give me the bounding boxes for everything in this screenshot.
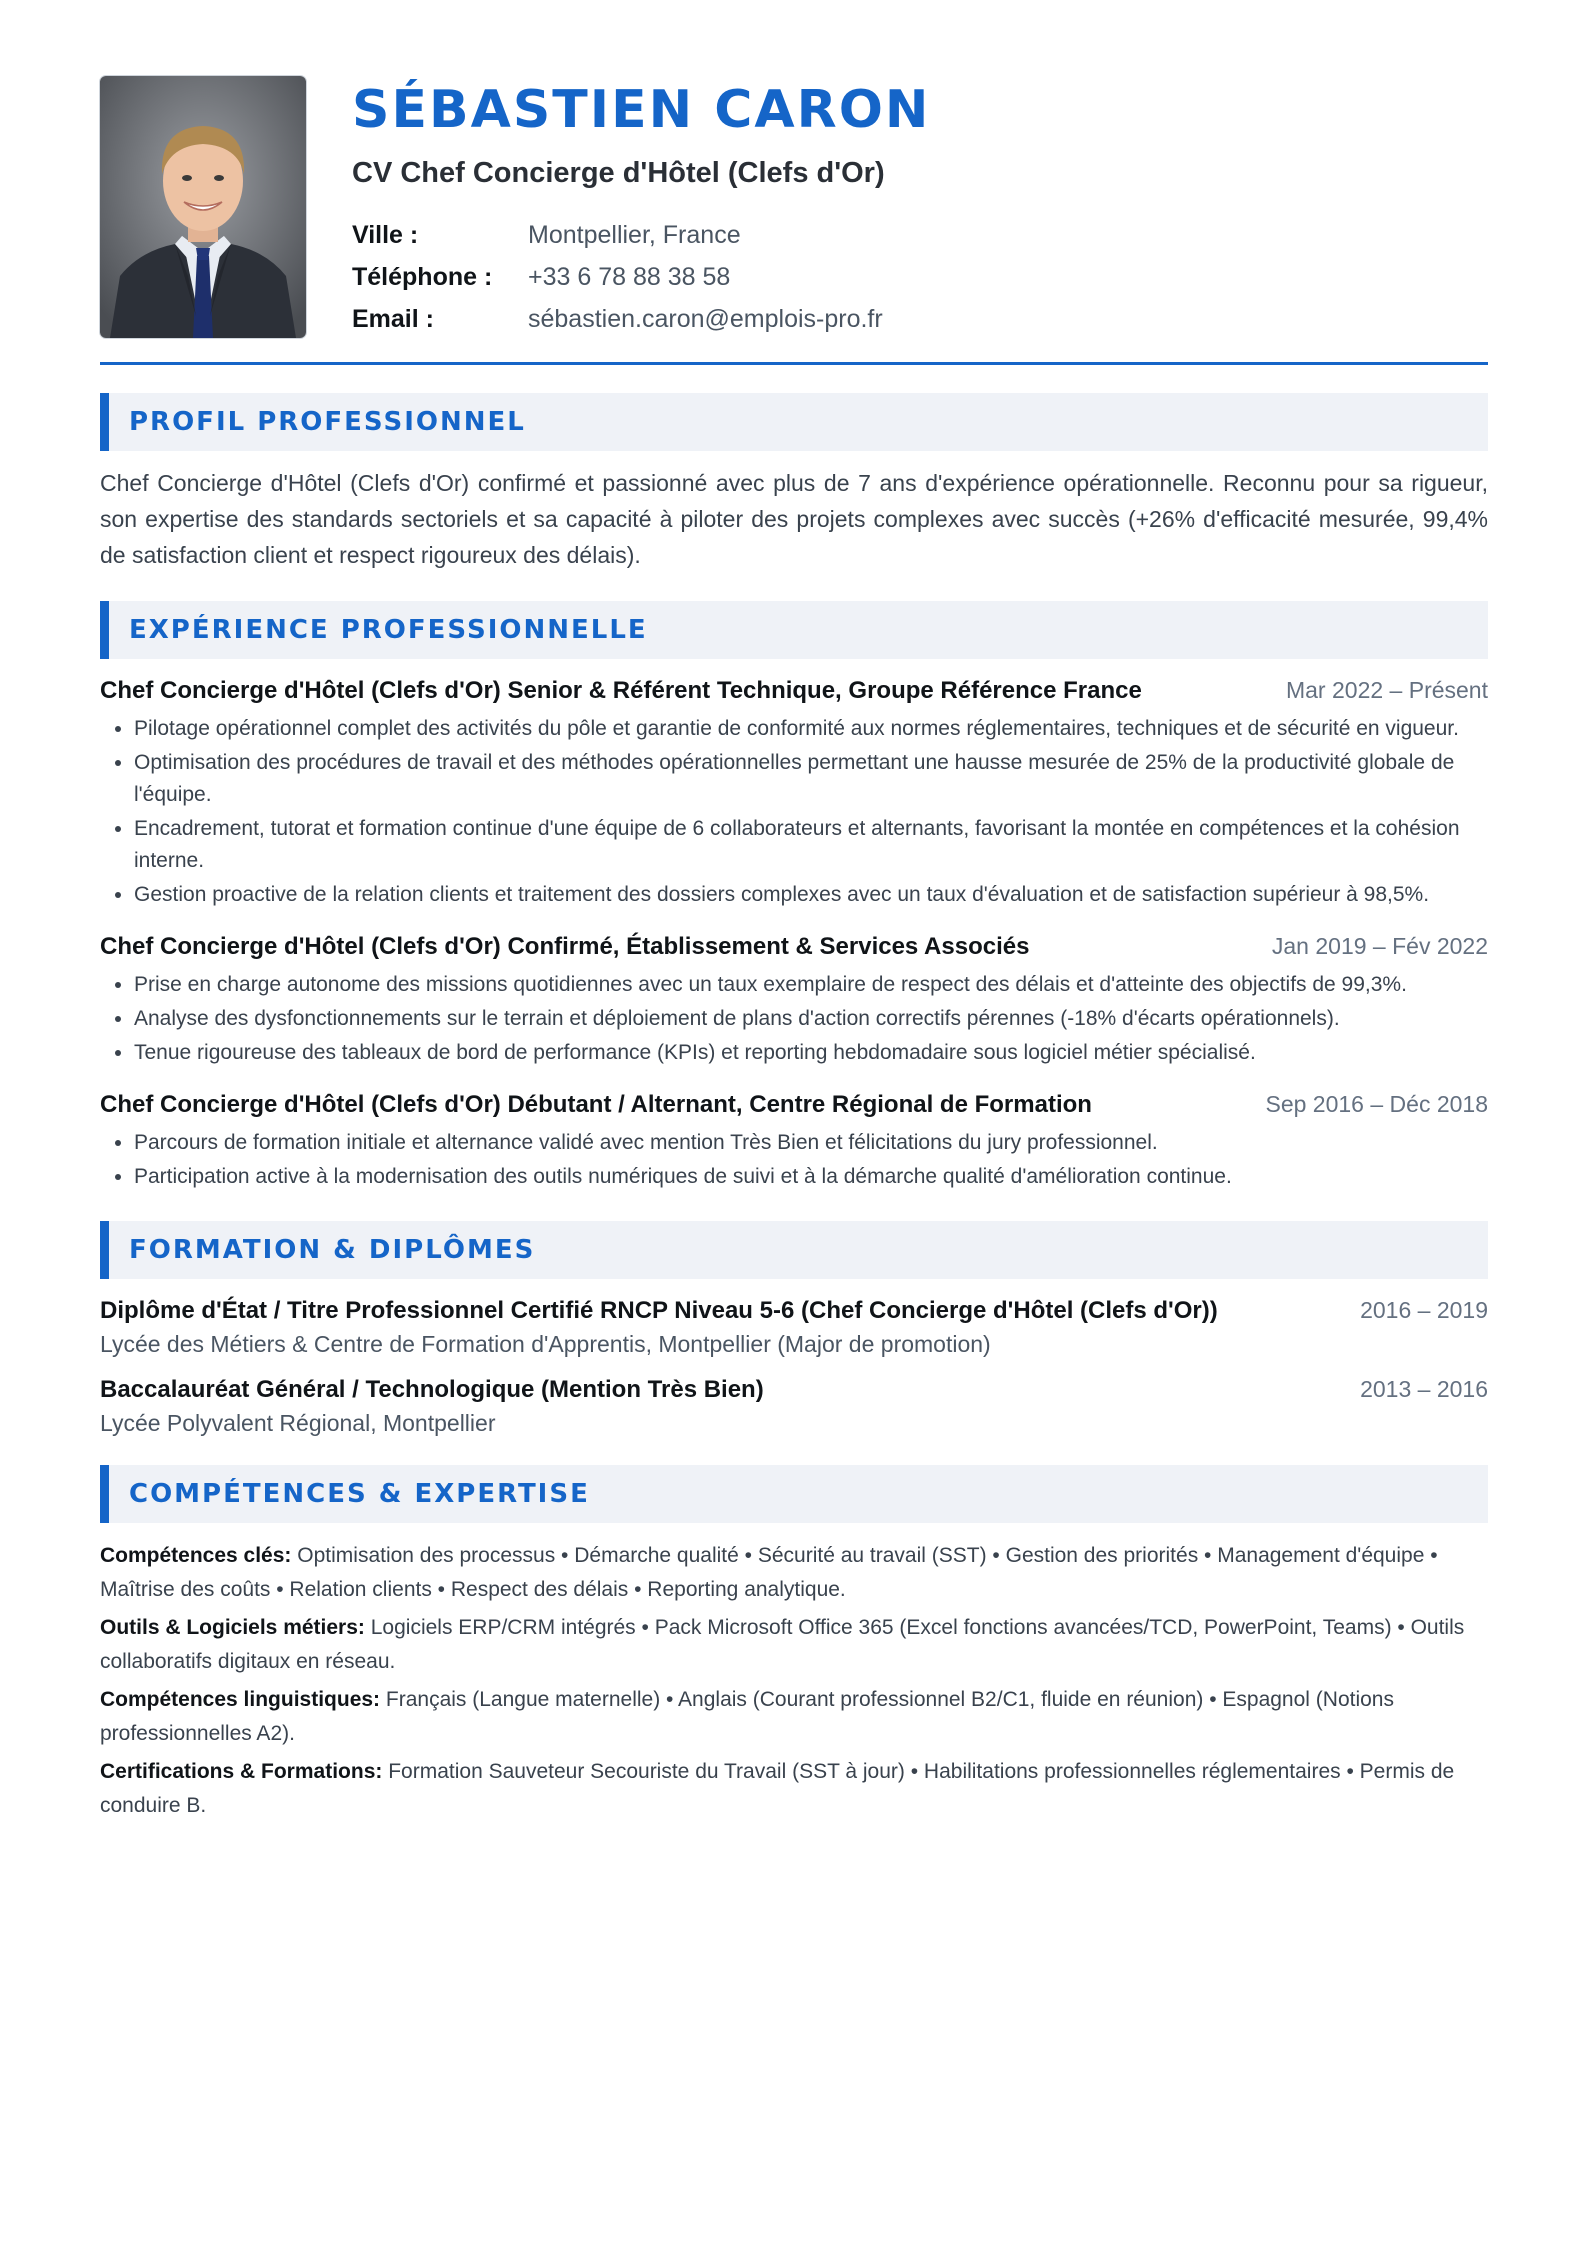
- contact-value: Montpellier, France: [528, 220, 741, 249]
- contact-row-phone: [352, 256, 1488, 298]
- header-info: [352, 76, 1488, 340]
- bullet-item: • Pilotage opérationnel complet des activités du pôle et garantie de conformité aux normes réglementaires, techniques et de sécurité en vigueur.: [134, 713, 1488, 745]
- candidate-name: SÉBASTIEN CARON: [352, 80, 931, 140]
- bullet-item: • Encadrement, tutorat et formation continue d'une équipe de 6 collaborateurs et alternants, favorisant la montée en compétences et la cohésion interne.: [134, 813, 1488, 877]
- section-title: COMPÉTENCES & EXPERTISE: [129, 1479, 590, 1510]
- job-date: Jan 2019 – Fév 2022: [1271, 933, 1488, 960]
- section-title: PROFIL PROFESSIONNEL: [129, 407, 526, 438]
- job-entry: [100, 677, 1488, 911]
- job-entry: [100, 933, 1488, 1069]
- job-date: Mar 2022 – Présent: [1285, 677, 1488, 704]
- education-entry: [100, 1376, 1488, 1437]
- job-date: Sep 2016 – Déc 2018: [1265, 1091, 1488, 1118]
- contact-row-city: [352, 214, 1488, 256]
- skill-line: [100, 1611, 1488, 1679]
- job-entry: [100, 1091, 1488, 1193]
- job-bullets: [100, 1127, 1488, 1193]
- skill-label: Compétences clés:: [100, 1544, 292, 1568]
- section-profile-header: [100, 393, 1488, 451]
- bullet-item: • Participation active à la modernisation des outils numériques de suivi et à la démarche qualité d'amélioration continue.: [134, 1161, 1488, 1193]
- section-title: EXPÉRIENCE PROFESSIONNELLE: [129, 615, 648, 646]
- contact-label: Ville :: [352, 220, 419, 249]
- education-school: Lycée des Métiers & Centre de Formation d'Apprentis, Montpellier (Major de promotion): [100, 1331, 991, 1358]
- skill-text: Optimisation des processus • Démarche qualité • Sécurité au travail (SST) • Gestion des priorités • Management d'équipe • Maîtrise des coûts • Relation clients • Respect des délais • Reporting analytique.: [100, 1544, 1438, 1602]
- skill-text: Formation Sauveteur Secouriste du Travail (SST à jour) • Habilitations professionnelles réglementaires • Permis de conduire B.: [100, 1760, 1455, 1818]
- contact-label: Téléphone :: [352, 262, 493, 291]
- skill-text: Français (Langue maternelle) • Anglais (Courant professionnel B2/C1, fluide en réunion) • Espagnol (Notions professionnelles A2).: [100, 1688, 1394, 1746]
- section-skills-header: [100, 1465, 1488, 1523]
- profile-text: Chef Concierge d'Hôtel (Clefs d'Or) confirmé et passionné avec plus de 7 ans d'expérience opérationnelle. Reconnu pour sa rigueur, son expertise des standards sectoriels et sa capacité à piloter des projets complexes avec succès (+26% d'efficacité mesurée, 99,4% de satisfaction client et respect rigoureux des délais).: [100, 470, 1488, 569]
- resume-header: [100, 76, 1488, 340]
- section-title: FORMATION & DIPLÔMES: [129, 1235, 536, 1266]
- skills-list: [100, 1539, 1488, 1823]
- experience-list: [100, 677, 1488, 1193]
- job-title: Chef Concierge d'Hôtel (Clefs d'Or) Senior & Référent Technique, Groupe Référence France: [100, 677, 1142, 705]
- contact-value[interactable]: +33 6 78 88 38 58: [528, 262, 731, 291]
- skill-text: Logiciels ERP/CRM intégrés • Pack Microsoft Office 365 (Excel fonctions avancées/TCD, PowerPoint, Teams) • Outils collaboratifs digitaux en réseau.: [100, 1616, 1465, 1674]
- cv-subtitle: CV Chef Concierge d'Hôtel (Clefs d'Or): [352, 157, 885, 190]
- contact-label: Email :: [352, 304, 434, 333]
- profile-photo: [100, 76, 306, 338]
- contact-block: [352, 214, 1488, 340]
- skill-label: Certifications & Formations:: [100, 1760, 383, 1784]
- skill-line: [100, 1539, 1488, 1607]
- bullet-item: • Tenue rigoureuse des tableaux de bord de performance (KPIs) et reporting hebdomadaire sous logiciel métier spécialisé.: [134, 1037, 1488, 1069]
- skill-label: Outils & Logiciels métiers:: [100, 1616, 365, 1640]
- job-bullets: [100, 713, 1488, 911]
- skill-line: [100, 1683, 1488, 1751]
- education-date: 2016 – 2019: [1360, 1297, 1488, 1324]
- bullet-item: • Gestion proactive de la relation clients et traitement des dossiers complexes avec un taux d'évaluation et de satisfaction supérieur à 98,5%.: [134, 879, 1488, 911]
- skill-line: [100, 1755, 1488, 1823]
- header-divider: [100, 362, 1488, 365]
- education-date: 2013 – 2016: [1360, 1376, 1488, 1403]
- skill-label: Compétences linguistiques:: [100, 1688, 381, 1712]
- education-title: Baccalauréat Général / Technologique (Mention Très Bien): [100, 1376, 764, 1404]
- job-title: Chef Concierge d'Hôtel (Clefs d'Or) Confirmé, Établissement & Services Associés: [100, 933, 1030, 961]
- bullet-item: • Parcours de formation initiale et alternance validé avec mention Très Bien et félicitations du jury professionnel.: [134, 1127, 1488, 1159]
- job-bullets: [100, 969, 1488, 1069]
- bullet-item: • Analyse des dysfonctionnements sur le terrain et déploiement de plans d'action correctifs pérennes (-18% d'écarts opérationnels).: [134, 1003, 1488, 1035]
- education-school: Lycée Polyvalent Régional, Montpellier: [100, 1410, 496, 1437]
- education-title: Diplôme d'État / Titre Professionnel Certifié RNCP Niveau 5-6 (Chef Concierge d'Hôtel (Clefs d'Or)): [100, 1297, 1218, 1325]
- section-experience-header: [100, 601, 1488, 659]
- contact-row-email: [352, 298, 1488, 340]
- bullet-item: • Prise en charge autonome des missions quotidiennes avec un taux exemplaire de respect des délais et d'atteinte des objectifs de 99,3%.: [134, 969, 1488, 1001]
- job-title: Chef Concierge d'Hôtel (Clefs d'Or) Débutant / Alternant, Centre Régional de Formation: [100, 1091, 1092, 1119]
- section-education-header: [100, 1221, 1488, 1279]
- education-entry: [100, 1297, 1488, 1358]
- contact-value[interactable]: sébastien.caron@emplois-pro.fr: [528, 304, 883, 333]
- bullet-item: • Optimisation des procédures de travail et des méthodes opérationnelles permettant une hausse mesurée de 25% de la productivité globale de l'équipe.: [134, 747, 1488, 811]
